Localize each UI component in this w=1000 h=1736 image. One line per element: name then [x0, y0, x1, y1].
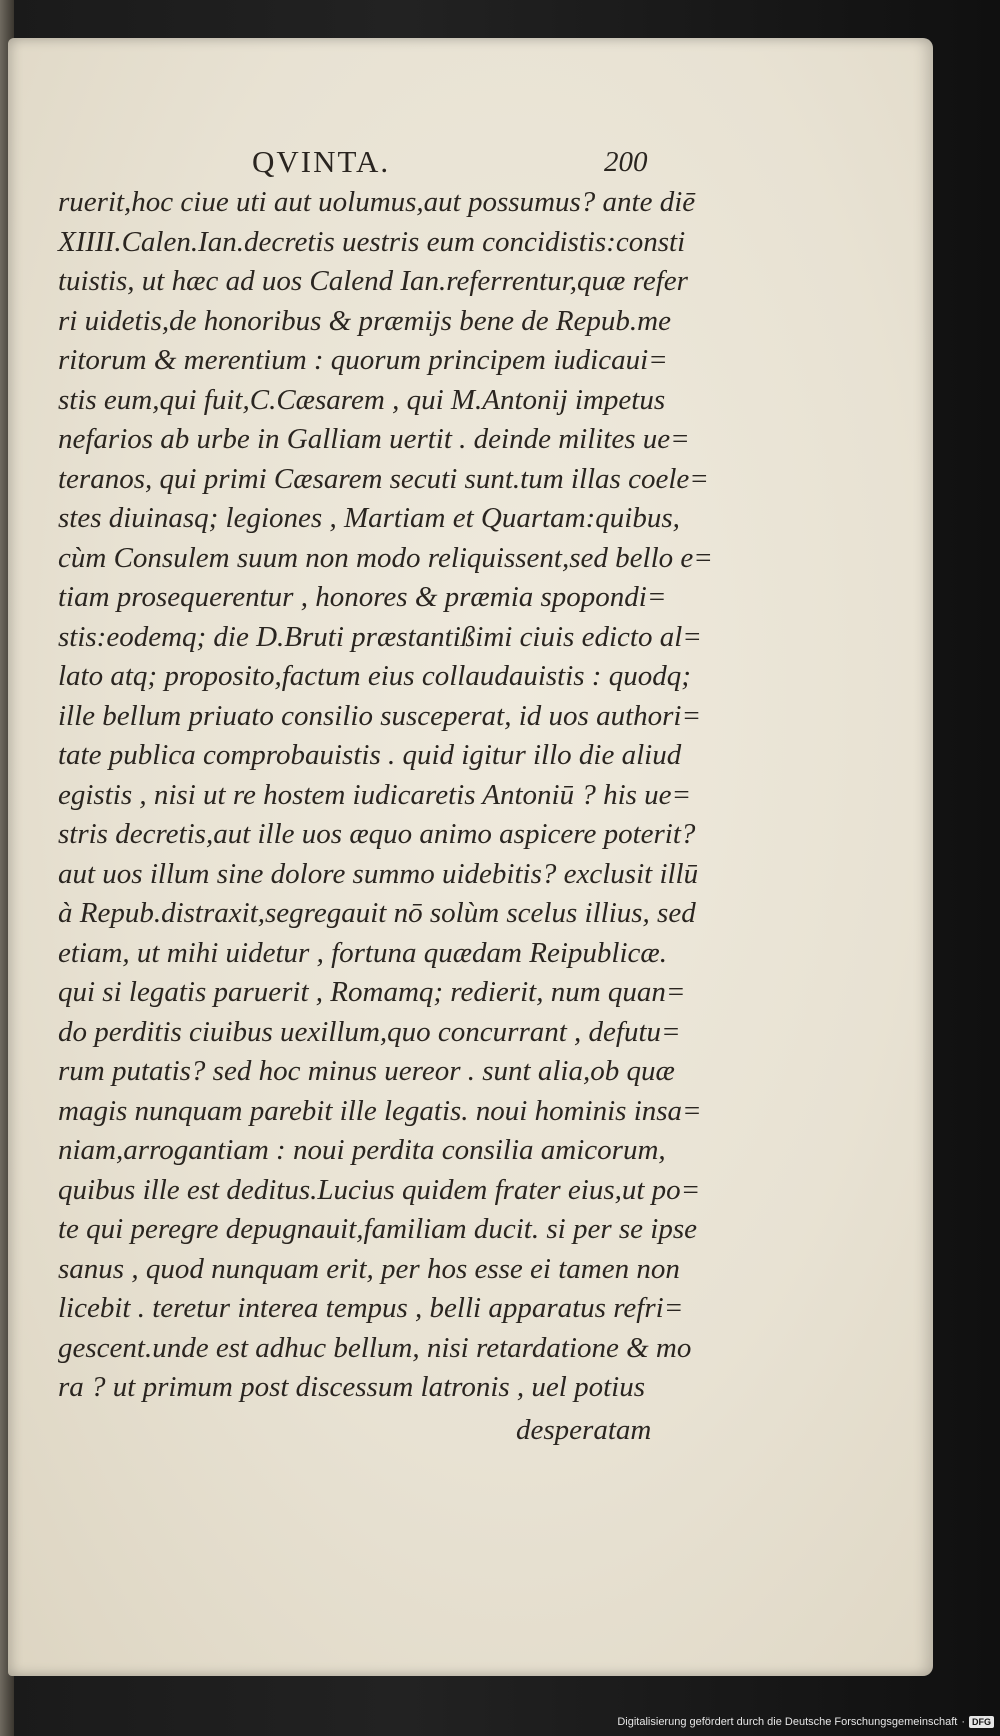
text-line: qui si legatis paruerit , Romamq; redierit, num quan= — [58, 976, 686, 1008]
text-line: stis eum,qui fuit,C.Cæsarem , qui M.Antonij impetus — [58, 383, 666, 416]
text-line: XIIII.Calen.Ian.decretis uestris eum concidistis:consti — [58, 225, 686, 258]
text-line: stis:eodemq; die D.Bruti præstantißimi ciuis edicto al= — [58, 620, 702, 653]
text-line: ri uidetis,de honoribus & præmijs bene de Repub.me — [58, 304, 671, 337]
running-head: QVINTA. — [252, 144, 391, 179]
text-line: stris decretis,aut ille uos æquo animo aspicere poterit? — [58, 818, 696, 850]
text-line: quibus ille est deditus.Lucius quidem frater eius,ut po= — [58, 1173, 701, 1206]
text-line: ruerit,hoc ciue uti aut uolumus,aut possumus? ante diē — [58, 186, 696, 218]
text-line: egistis , nisi ut re hostem iudicaretis Antoniū ? his ue= — [58, 778, 692, 811]
text-line: sanus , quod nunquam erit, per hos esse ei tamen non — [58, 1252, 680, 1285]
text-line: etiam, ut mihi uidetur , fortuna quædam Reipublicæ. — [58, 936, 667, 969]
text-line: te qui peregre depugnauit,familiam ducit. si per se ipse — [58, 1213, 697, 1245]
text-line: aut uos illum sine dolore summo uidebitis? exclusit illū — [58, 857, 699, 890]
text-line: rum putatis? sed hoc minus uereor . sunt alia,ob quæ — [58, 1055, 675, 1087]
text-line: tuistis, ut hæc ad uos Calend Ian.referrentur,quæ refer — [58, 265, 688, 297]
page-number: 200 — [604, 146, 648, 178]
dfg-logo: DFG — [969, 1716, 994, 1728]
credit-text: Digitalisierung gefördert durch die Deutsche Forschungsgemeinschaft — [617, 1716, 958, 1728]
text-line: licebit . teretur interea tempus , belli apparatus refri= — [58, 1292, 684, 1324]
text-line: ritorum & merentium : quorum principem iudicaui= — [58, 344, 668, 376]
body-text — [58, 183, 713, 1408]
text-line: teranos, qui primi Cæsarem secuti sunt.tum illas coele= — [58, 462, 709, 495]
text-line: à Repub.distraxit,segregauit nō solùm scelus illius, sed — [58, 897, 696, 929]
text-line: ille bellum priuato consilio susceperat, id uos authori= — [58, 699, 702, 732]
text-line: nefarios ab urbe in Galliam uertit . deinde milites ue= — [58, 423, 690, 455]
text-line: tiam prosequerentur , honores & præmia spopondi= — [58, 581, 667, 613]
text-line: magis nunquam parebit ille legatis. noui hominis insa= — [58, 1094, 702, 1127]
digitization-credit: Digitalisierung gefördert durch die Deutsche Forschungsgemeinschaft · DFG — [617, 1716, 994, 1728]
text-line: ra ? ut primum post discessum latronis , uel potius — [58, 1371, 646, 1403]
text-line: lato atq; proposito,factum eius collaudauistis : quodq; — [58, 660, 691, 692]
text-line: stes diuinasq; legiones , Martiam et Quartam:quibus, — [58, 502, 680, 534]
text-line: tate publica comprobauistis . quid igitur illo die aliud — [58, 739, 682, 771]
text-line: do perditis ciuibus uexillum,quo concurrant , defutu= — [58, 1015, 681, 1048]
text-line: niam,arrogantiam : noui perdita consilia amicorum, — [58, 1134, 666, 1166]
text-line: gescent.unde est adhuc bellum, nisi retardatione & mo — [58, 1331, 692, 1364]
catchword: desperatam — [516, 1414, 652, 1446]
text-line: cùm Consulem suum non modo reliquissent,sed bello e= — [58, 541, 713, 574]
